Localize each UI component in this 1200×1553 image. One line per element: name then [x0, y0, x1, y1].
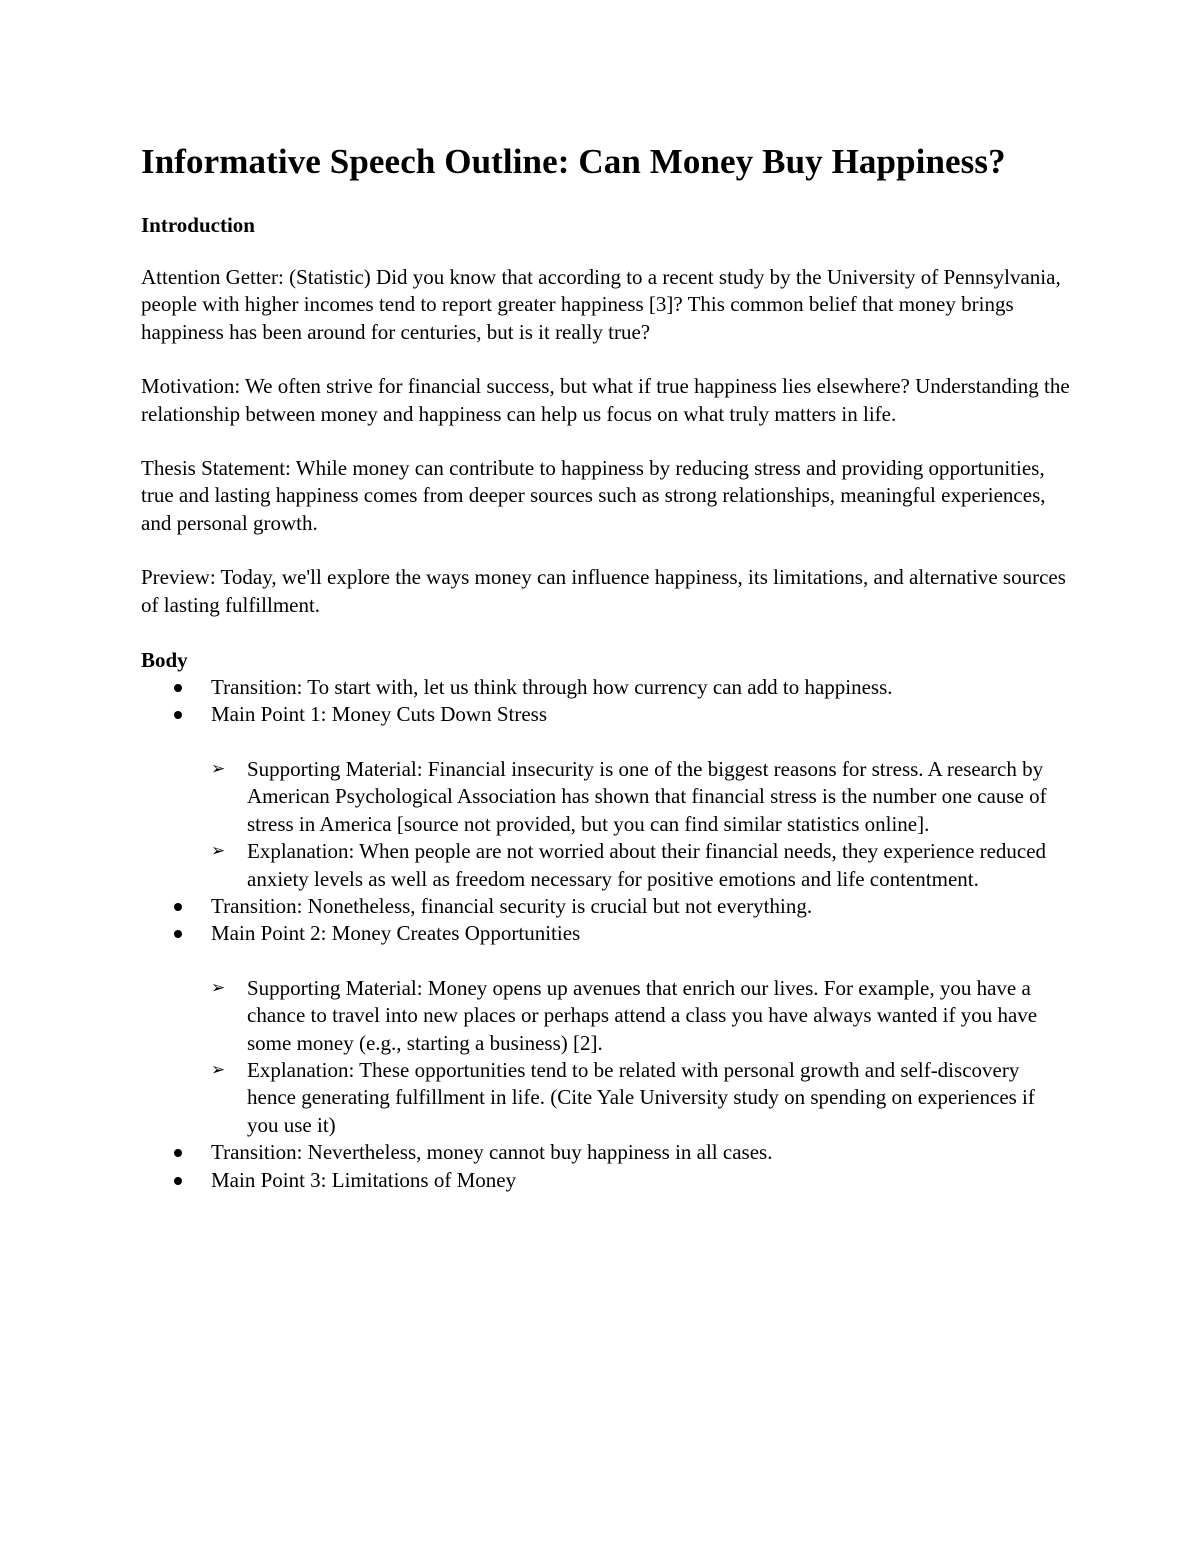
arrow-bullet-icon: ➢ [211, 841, 226, 862]
bullet-list [141, 1139, 1071, 1194]
supporting-material-text: Supporting Material: Financial insecurity is one of the biggest reasons for stress. A research by American Psychological Association has shown that financial stress is the number one cause of stress in America [source not provided, but you can find similar statistics online]. [247, 756, 1047, 836]
list-item [141, 920, 1071, 947]
bullet-icon [174, 930, 182, 938]
transition-text: Transition: Nevertheless, money cannot buy happiness in all cases. [211, 1140, 773, 1165]
arrow-bullet-icon: ➢ [211, 1059, 226, 1080]
list-item [141, 1139, 1071, 1166]
sub-bullet-list [141, 756, 1071, 893]
document-title: Informative Speech Outline: Can Money Buy Happiness? [141, 142, 1006, 181]
main-point-text: Main Point 2: Money Creates Opportunities [211, 921, 581, 946]
bullet-icon [174, 1177, 182, 1185]
explanation-text: Explanation: When people are not worried about their financial needs, they experience reduced anxiety levels as well as freedom necessary for positive emotions and life contentment. [247, 839, 1047, 891]
main-point-text: Main Point 3: Limitations of Money [211, 1167, 517, 1192]
main-point-text: Main Point 1: Money Cuts Down Stress [211, 702, 548, 727]
list-item [141, 1167, 1071, 1194]
transition-text: Transition: Nonetheless, financial security is crucial but not everything. [211, 893, 813, 918]
body-heading: Body [141, 648, 188, 673]
arrow-bullet-icon: ➢ [211, 758, 226, 779]
list-item [141, 893, 1071, 920]
bullet-list [141, 893, 1071, 948]
sub-list-item [141, 756, 1071, 838]
sub-list-item [141, 975, 1071, 1057]
introduction-heading: Introduction [141, 213, 255, 237]
preview-paragraph: Preview: Today, we'll explore the ways money can influence happiness, its limitations, and alternative sources of lasting fulfillment. [141, 565, 1066, 617]
bullet-icon [174, 684, 182, 692]
arrow-bullet-icon: ➢ [211, 977, 226, 998]
sub-bullet-list [141, 975, 1071, 1139]
bullet-list [141, 674, 1071, 729]
sub-list-item [141, 838, 1071, 893]
attention-getter-paragraph: Attention Getter: (Statistic) Did you know that according to a recent study by the University of Pennsylvania, people with higher incomes tend to report greater happiness [3]? This common belief that money brings happiness has been around for centuries, but is it really true? [141, 265, 1061, 344]
sub-list-item [141, 1057, 1071, 1139]
list-item [141, 701, 1071, 728]
list-item [141, 674, 1071, 701]
document-page [141, 138, 1071, 1194]
supporting-material-text: Supporting Material: Money opens up avenues that enrich our lives. For example, you have a chance to travel into new places or perhaps attend a class you have always wanted if you have some money (e.g., starting a business) [2]. [247, 975, 1038, 1055]
thesis-paragraph: Thesis Statement: While money can contribute to happiness by reducing stress and providing opportunities, true and lasting happiness comes from deeper sources such as strong relationships, meaningful experiences, and personal growth. [141, 456, 1046, 535]
explanation-text: Explanation: These opportunities tend to be related with personal growth and self-discovery hence generating fulfillment in life. (Cite Yale University study on spending on experiences if you use it) [247, 1057, 1035, 1137]
motivation-paragraph: Motivation: We often strive for financial success, but what if true happiness lies elsewhere? Understanding the relationship between money and happiness can help us focus on what truly matters in life. [141, 374, 1070, 426]
bullet-icon [174, 711, 182, 719]
bullet-icon [174, 1149, 182, 1157]
bullet-icon [174, 903, 182, 911]
transition-text: Transition: To start with, let us think through how currency can add to happiness. [211, 675, 893, 700]
